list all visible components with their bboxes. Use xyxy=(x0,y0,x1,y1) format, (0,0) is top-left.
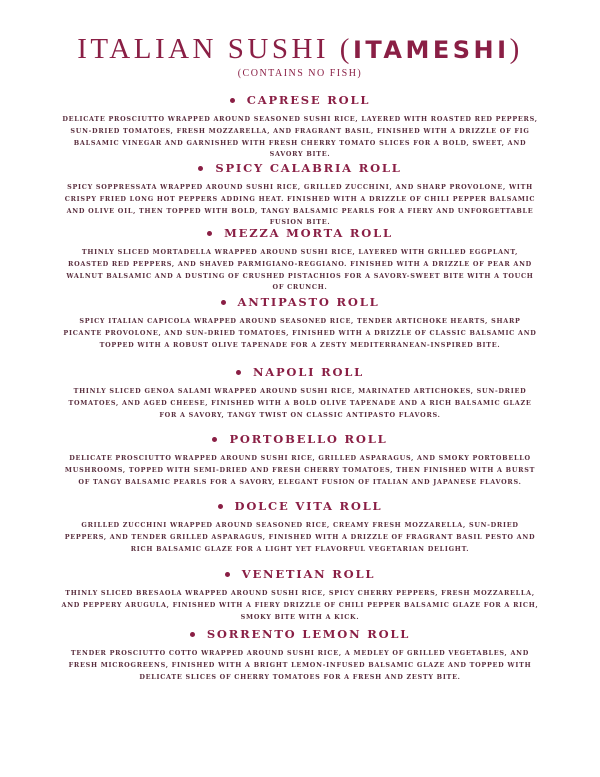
menu-item-caprese xyxy=(60,93,540,161)
menu-title-main: ITALIAN SUSHI ( xyxy=(77,33,353,65)
menu-item-portobello xyxy=(60,432,540,488)
bullet-icon xyxy=(230,98,235,103)
menu-item-name-text: ANTIPASTO ROLL xyxy=(237,295,380,309)
menu-item-name xyxy=(60,567,540,583)
menu-item-name-text: NAPOLI ROLL xyxy=(252,365,365,379)
menu-title-accent: ITAMESHI xyxy=(352,36,510,64)
menu-item-name xyxy=(60,93,540,109)
menu-item-name-text: PORTOBELLO ROLL xyxy=(229,432,388,446)
bullet-icon xyxy=(218,504,223,509)
menu-item-description: SPICY SOPPRESSATA WRAPPED AROUND SUSHI RICE, GRILLED ZUCCHINI, AND SHARP PROVOLONE, WITH CRISPY FRIED LONG HOT PEPPERS ADDING HEAT. FINISHED WITH A DRIZZLE OF CHILI PEPPER BALSAMIC AND OLIVE OIL, THEN TOPPED WITH BOLD, TANGY BALSAMIC PEARLS FOR A FIERY AND UNFORGETTABLE FUSION BITE. xyxy=(64,183,536,227)
menu-item-name-text: DOLCE VITA ROLL xyxy=(234,499,383,513)
menu-item-napoli xyxy=(60,365,540,421)
menu-item-description: DELICATE PROSCIUTTO WRAPPED AROUND SEASONED SUSHI RICE, LAYERED WITH ROASTED RED PEPPERS, SUN-DRIED TOMATOES, FRESH MOZZARELLA, AND FRAGRANT BASIL, FINISHED WITH A DRIZZLE OF FIG BALSAMIC VINEGAR AND GARNISHED WITH FRESH CHERRY TOMATO SLICES FOR A BOLD, SWEET, AND SAVORY BITE. xyxy=(62,115,538,159)
menu-item-description: THINLY SLICED MORTADELLA WRAPPED AROUND SUSHI RICE, LAYERED WITH GRILLED EGGPLANT, ROASTED RED PEPPERS, AND SHAVED PARMIGIANO-REGGIANO. FINISHED WITH A DRIZZLE OF PEAR AND WALNUT BALSAMIC AND A DUSTING OF CRUSHED PISTACHIOS FOR A SAVORY-SWEET BITE WITH A TOUCH OF CRUNCH. xyxy=(66,248,534,292)
bullet-icon xyxy=(236,370,241,375)
menu-item-name-text: SORRENTO LEMON ROLL xyxy=(206,627,411,641)
menu-item-description: SPICY ITALIAN CAPICOLA WRAPPED AROUND SEASONED RICE, TENDER ARTICHOKE HEARTS, SHARP PICANTE PROVOLONE, AND SUN-DRIED TOMATOES, FINISHED WITH A DRIZZLE OF CLASSIC BALSAMIC AND TOPPED WITH A ROBUST OLIVE TAPENADE FOR A ZESTY MEDITERRANEAN-INSPIRED BITE. xyxy=(63,317,537,349)
bullet-icon xyxy=(190,632,195,637)
menu-item-description: GRILLED ZUCCHINI WRAPPED AROUND SEASONED RICE, CREAMY FRESH MOZZARELLA, SUN-DRIED PEPPERS, AND TENDER GRILLED ASPARAGUS, FINISHED WITH A DRIZZLE OF FRAGRANT BASIL PESTO AND RICH BALSAMIC GLAZE FOR A LIGHT YET FLAVORFUL VEGETARIAN DELIGHT. xyxy=(64,521,536,553)
bullet-icon xyxy=(221,300,226,305)
bullet-icon xyxy=(225,572,230,577)
menu-item-mezza-morta xyxy=(60,226,540,294)
menu-item-dolce-vita xyxy=(60,499,540,555)
bullet-icon xyxy=(212,437,217,442)
menu-item-name xyxy=(60,499,540,515)
bullet-icon xyxy=(198,166,203,171)
menu-item-name xyxy=(60,295,540,311)
menu-subtitle: (CONTAINS NO FISH) xyxy=(237,68,363,79)
bullet-icon xyxy=(207,231,212,236)
menu-item-name xyxy=(60,365,540,381)
menu-item-venetian xyxy=(60,567,540,623)
menu-item-name-text: MEZZA MORTA ROLL xyxy=(224,226,393,240)
menu-item-name xyxy=(60,627,540,643)
menu-title xyxy=(0,33,600,66)
menu-item-sorrento-lemon xyxy=(60,627,540,683)
menu-item-description: TENDER PROSCIUTTO COTTO WRAPPED AROUND SUSHI RICE, A MEDLEY OF GRILLED VEGETABLES, AND FRESH MICROGREENS, FINISHED WITH A BRIGHT LEMON-INFUSED BALSAMIC GLAZE AND TOPPED WITH DELICATE SLICES OF CHERRY TOMATOES FOR A FRESH AND ZESTY BITE. xyxy=(68,649,532,681)
menu-title-close: ) xyxy=(509,33,523,65)
menu-item-spicy-calabria xyxy=(60,161,540,229)
menu-item-name xyxy=(60,161,540,177)
menu-item-name-text: VENETIAN ROLL xyxy=(241,567,376,581)
menu-item-name-text: SPICY CALABRIA ROLL xyxy=(215,161,402,175)
menu-item-name xyxy=(60,432,540,448)
menu-item-description: DELICATE PROSCIUTTO WRAPPED AROUND SUSHI RICE, GRILLED ASPARAGUS, AND SMOKY PORTOBELLO MUSHROOMS, TOPPED WITH SEMI-DRIED AND FRESH CHERRY TOMATOES, THEN FINISHED WITH A BURST OF TANGY BALSAMIC PEARLS FOR A SAVORY, ELEGANT FUSION OF ITALIAN AND JAPANESE FLAVORS. xyxy=(64,454,536,486)
menu-item-antipasto xyxy=(60,295,540,351)
menu-item-name xyxy=(60,226,540,242)
menu-item-description: THINLY SLICED BRESAOLA WRAPPED AROUND SUSHI RICE, SPICY CHERRY PEPPERS, FRESH MOZZARELLA, AND PEPPERY ARUGULA, FINISHED WITH A FIERY DRIZZLE OF CHILI PEPPER BALSAMIC GLAZE FOR A RICH, SMOKY BITE WITH A KICK. xyxy=(61,589,539,621)
menu-item-name-text: CAPRESE ROLL xyxy=(246,93,371,107)
menu-item-description: THINLY SLICED GENOA SALAMI WRAPPED AROUND SUSHI RICE, MARINATED ARTICHOKES, SUN-DRIED TOMATOES, AND AGED CHEESE, FINISHED WITH A BOLD OLIVE TAPENADE AND A RICH BALSAMIC GLAZE FOR A SAVORY, TANGY TWIST ON CLASSIC ANTIPASTO FLAVORS. xyxy=(68,387,532,419)
